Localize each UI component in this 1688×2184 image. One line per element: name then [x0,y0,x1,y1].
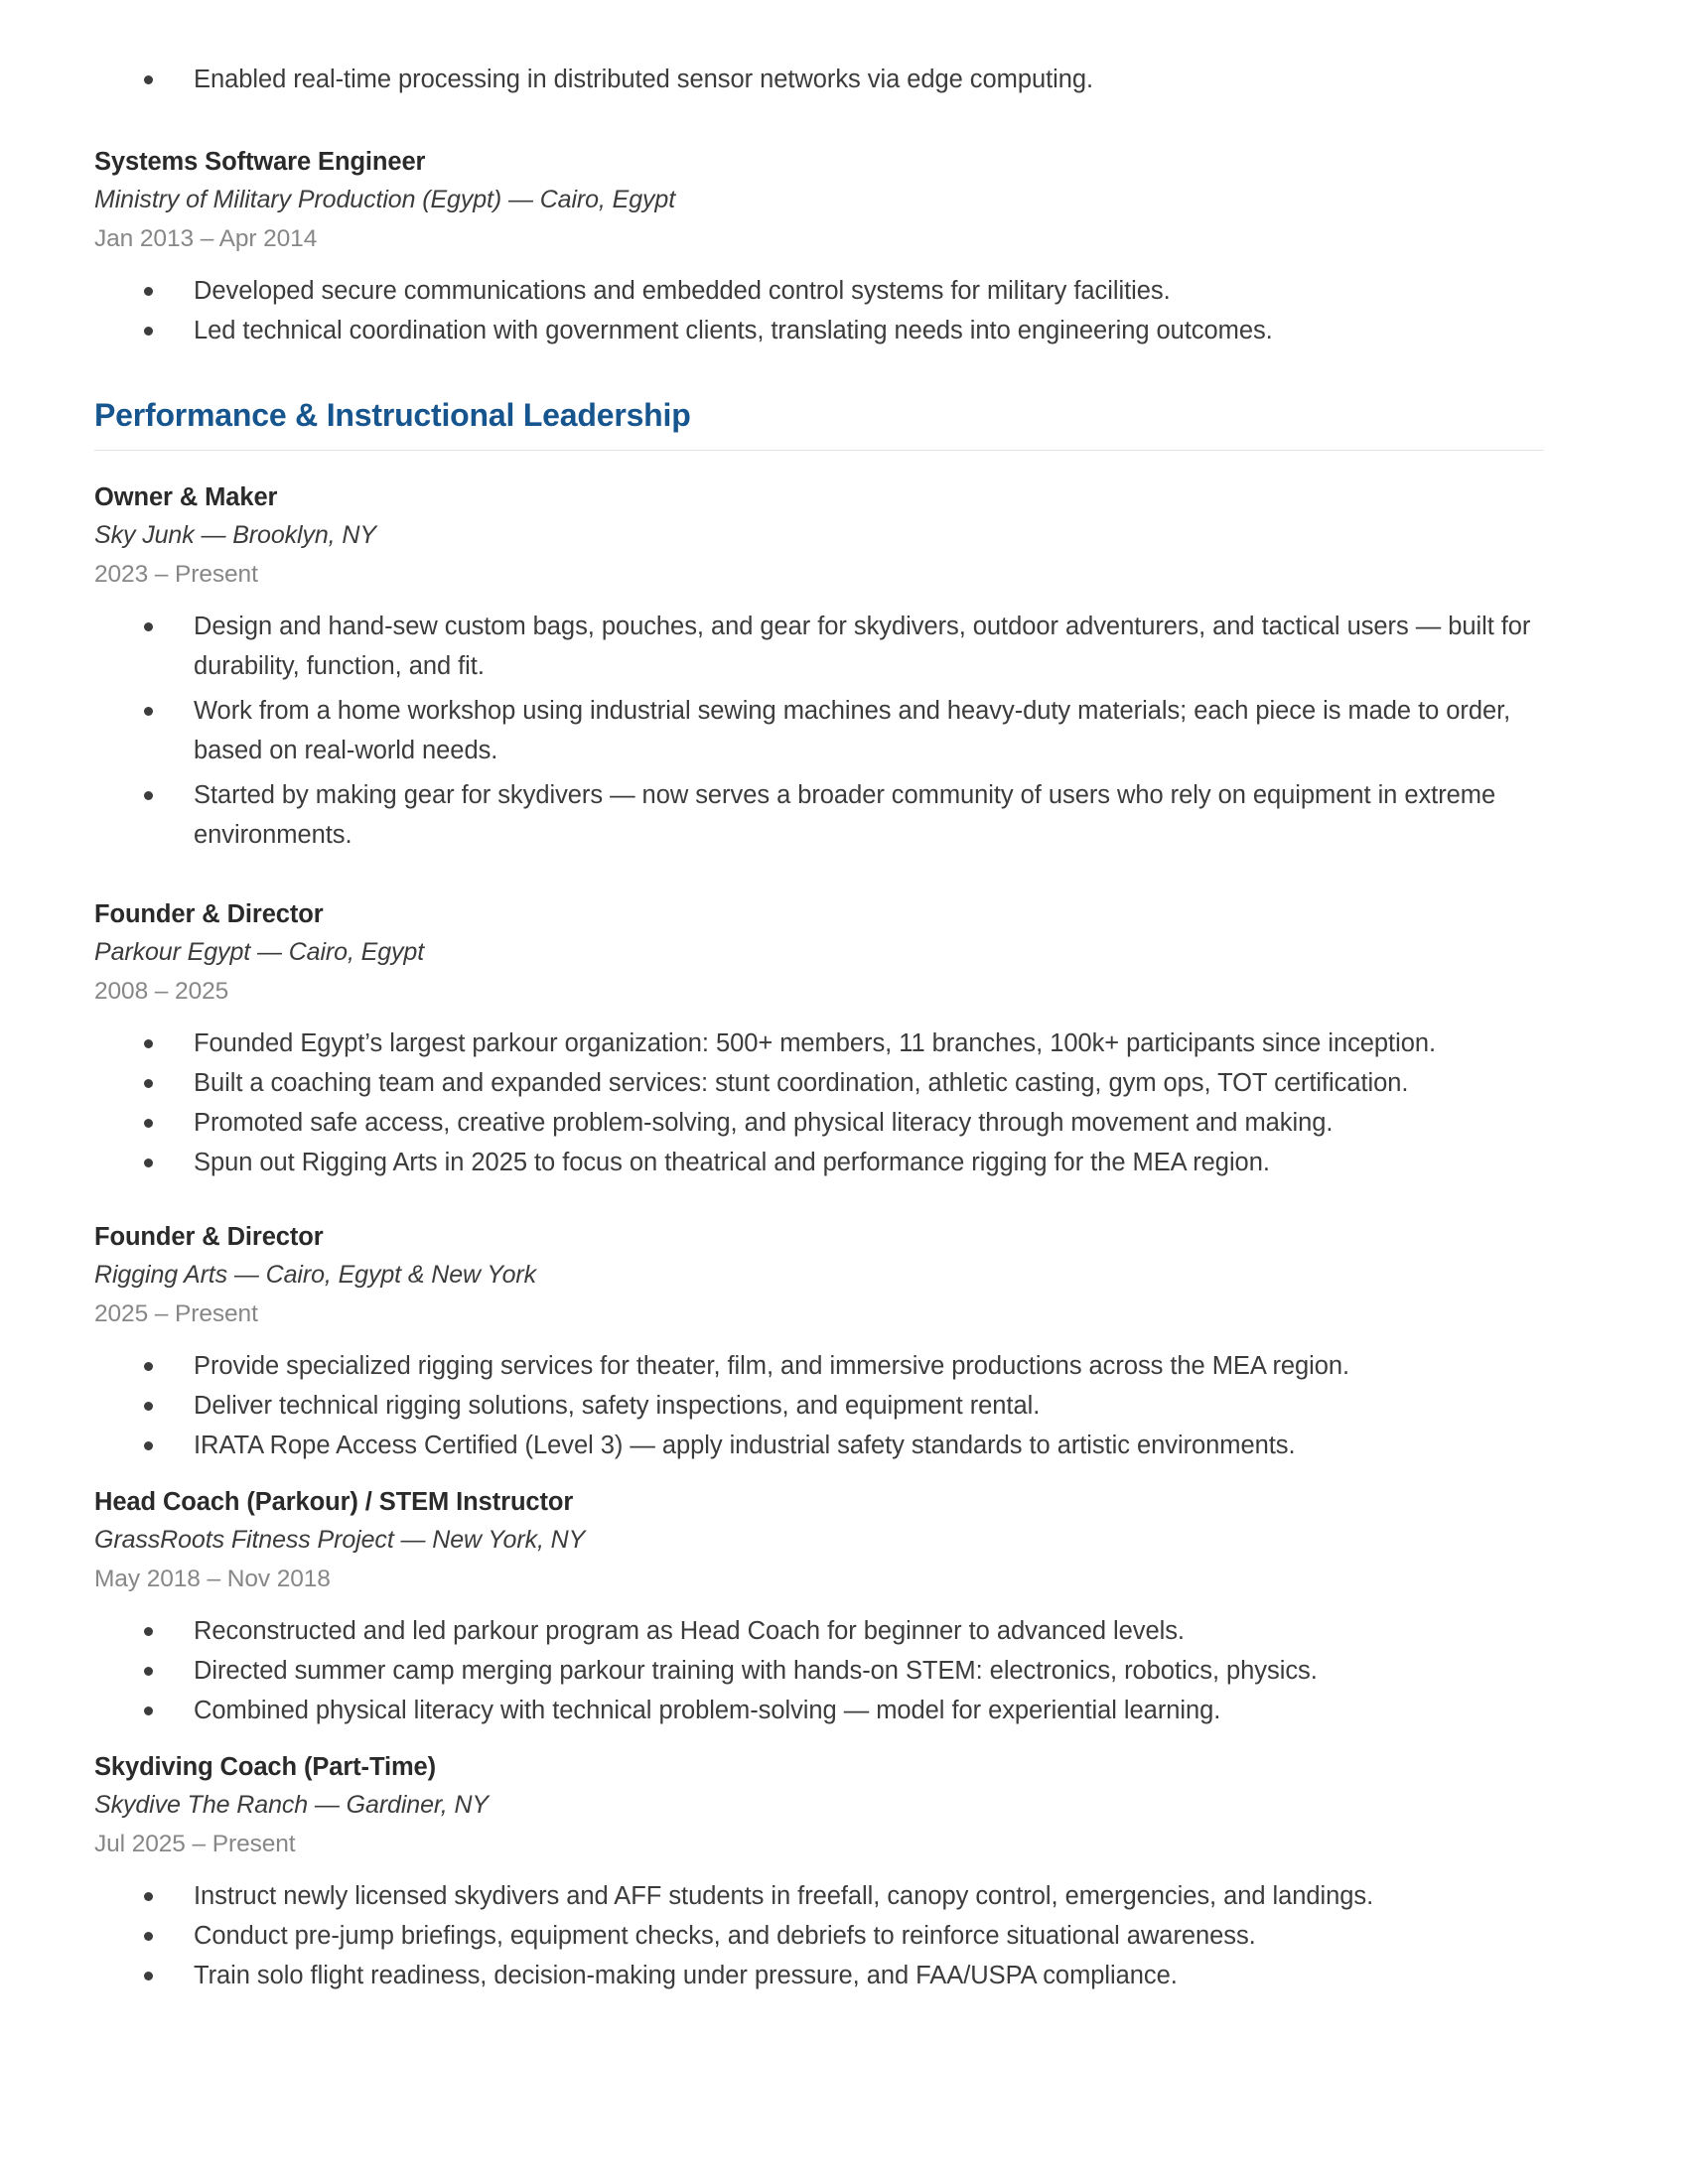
bullet-text: Led technical coordination with government clients, translating needs into engineering outcomes. [194,317,1273,344]
bullet-text: Deliver technical rigging solutions, safety inspections, and equipment rental. [194,1392,1041,1420]
job-dates: 2023 – Present [94,561,258,588]
resume-body [94,60,1544,1995]
bullet-text: Provide specialized rigging services for theater, film, and immersive productions across the MEA region. [194,1352,1350,1380]
bullet-dot-icon [144,1667,153,1676]
job-dates: May 2018 – Nov 2018 [94,1566,331,1592]
job-title: Skydiving Coach (Part-Time) [94,1753,436,1781]
spacer [94,1182,1544,1218]
bullet-dot-icon [144,1402,153,1411]
bullet-dot-icon [144,622,153,631]
job-organization: Skydive The Ranch — Gardiner, NY [94,1791,489,1819]
bullet-dot-icon [144,287,153,296]
bullet-text: Enabled real-time processing in distributed sensor networks via edge computing. [194,66,1094,93]
job-entry [94,478,1544,855]
spacer [94,595,1544,607]
bullet-item [94,1876,1544,1916]
section-header [94,394,1544,451]
bullet-item [94,607,1544,686]
bullet-item [94,1916,1544,1956]
bullet-item [94,1691,1544,1730]
bullet-item [94,1386,1544,1426]
job-title: Head Coach (Parkour) / STEM Instructor [94,1488,574,1516]
spacer [94,1334,1544,1346]
bullet-item [94,1651,1544,1691]
job-entry [94,143,1544,350]
job-dates: Jul 2025 – Present [94,1831,296,1857]
bullet-list [94,271,1544,350]
job-organization: Parkour Egypt — Cairo, Egypt [94,938,425,966]
bullet-item [94,1103,1544,1143]
bullet-item [94,775,1544,855]
bullet-item [94,311,1544,350]
bullet-dot-icon [144,1627,153,1636]
bullet-dot-icon [144,1079,153,1088]
bullet-item [94,60,1544,99]
bullet-item [94,1143,1544,1182]
spacer [94,1599,1544,1611]
bullet-dot-icon [144,327,153,336]
spacer [94,1012,1544,1024]
job-dates: Jan 2013 – Apr 2014 [94,225,318,252]
bullet-text: Directed summer camp merging parkour training with hands-on STEM: electronics, robotics, physics. [194,1657,1318,1685]
bullet-item [94,1611,1544,1651]
section-title: Performance & Instructional Leadership [94,397,691,433]
job-organization: GrassRoots Fitness Project — New York, NY [94,1526,586,1554]
bullet-text: IRATA Rope Access Certified (Level 3) — apply industrial safety standards to artistic environments. [194,1432,1296,1459]
bullet-text: Started by making gear for skydivers — now serves a broader community of users who rely on equipment in extreme environments. [194,781,1496,849]
bullet-dot-icon [144,1119,153,1128]
bullet-dot-icon [144,1932,153,1941]
bullet-item [94,271,1544,311]
bullet-dot-icon [144,1039,153,1048]
bullet-text: Built a coaching team and expanded services: stunt coordination, athletic casting, gym ops, TOT certification. [194,1069,1409,1097]
bullet-list [94,1876,1544,1995]
bullet-text: Design and hand-sew custom bags, pouches, and gear for skydivers, outdoor adventurers, and tactical users — built for durability, function, and fit. [194,613,1531,680]
bullet-dot-icon [144,1159,153,1167]
bullet-text: Conduct pre-jump briefings, equipment checks, and debriefs to reinforce situational awareness. [194,1922,1256,1950]
bullet-dot-icon [144,707,153,716]
bullet-text: Founded Egypt’s largest parkour organization: 500+ members, 11 branches, 100k+ participants since inception. [194,1029,1436,1057]
bullet-dot-icon [144,75,153,84]
bullet-list [94,607,1544,855]
spacer [94,259,1544,271]
bullet-dot-icon [144,1972,153,1980]
bullet-dot-icon [144,791,153,800]
bullet-item [94,1024,1544,1063]
bullet-text: Reconstructed and led parkour program as Head Coach for beginner to advanced levels. [194,1617,1185,1645]
bullet-text: Instruct newly licensed skydivers and AFF students in freefall, canopy control, emergencies, and landings. [194,1882,1374,1910]
bullet-text: Spun out Rigging Arts in 2025 to focus on theatrical and performance rigging for the MEA region. [194,1149,1270,1176]
job-organization: Ministry of Military Production (Egypt) — Cairo, Egypt [94,186,676,213]
job-entry [94,1218,1544,1465]
job-title: Founder & Director [94,1223,324,1251]
bullet-item [94,1346,1544,1386]
spacer [94,1730,1544,1748]
spacer [94,99,1544,143]
spacer [94,451,1544,478]
bullet-dot-icon [144,1362,153,1371]
job-title: Owner & Maker [94,483,278,511]
job-title: Founder & Director [94,900,324,928]
bullet-text: Combined physical literacy with technical problem-solving — model for experiential learning. [194,1697,1221,1724]
job-organization: Rigging Arts — Cairo, Egypt & New York [94,1261,536,1289]
bullet-dot-icon [144,1706,153,1715]
continued-bullet-list [94,60,1544,99]
job-list [94,478,1544,1995]
job-dates: 2008 – 2025 [94,978,229,1005]
bullet-item [94,1426,1544,1465]
job-dates: 2025 – Present [94,1300,258,1327]
spacer [94,1864,1544,1876]
bullet-list [94,1611,1544,1730]
bullet-text: Promoted safe access, creative problem-solving, and physical literacy through movement and making. [194,1109,1334,1137]
spacer [94,1465,1544,1483]
job-entry [94,1748,1544,1995]
job-organization: Sky Junk — Brooklyn, NY [94,521,376,549]
bullet-item [94,1956,1544,1995]
job-entry [94,895,1544,1182]
bullet-dot-icon [144,1441,153,1450]
bullet-text: Train solo flight readiness, decision-making under pressure, and FAA/USPA compliance. [194,1962,1178,1989]
bullet-list [94,1346,1544,1465]
spacer [94,860,1544,895]
bullet-item [94,691,1544,770]
bullet-item [94,1063,1544,1103]
bullet-text: Work from a home workshop using industrial sewing machines and heavy-duty materials; each piece is made to order, based on real-world needs. [194,697,1511,764]
jobs-above-section [94,143,1544,350]
bullet-dot-icon [144,1892,153,1901]
job-title: Systems Software Engineer [94,148,426,176]
bullet-list [94,1024,1544,1182]
job-entry [94,1483,1544,1730]
bullet-text: Developed secure communications and embedded control systems for military facilities. [194,277,1171,305]
